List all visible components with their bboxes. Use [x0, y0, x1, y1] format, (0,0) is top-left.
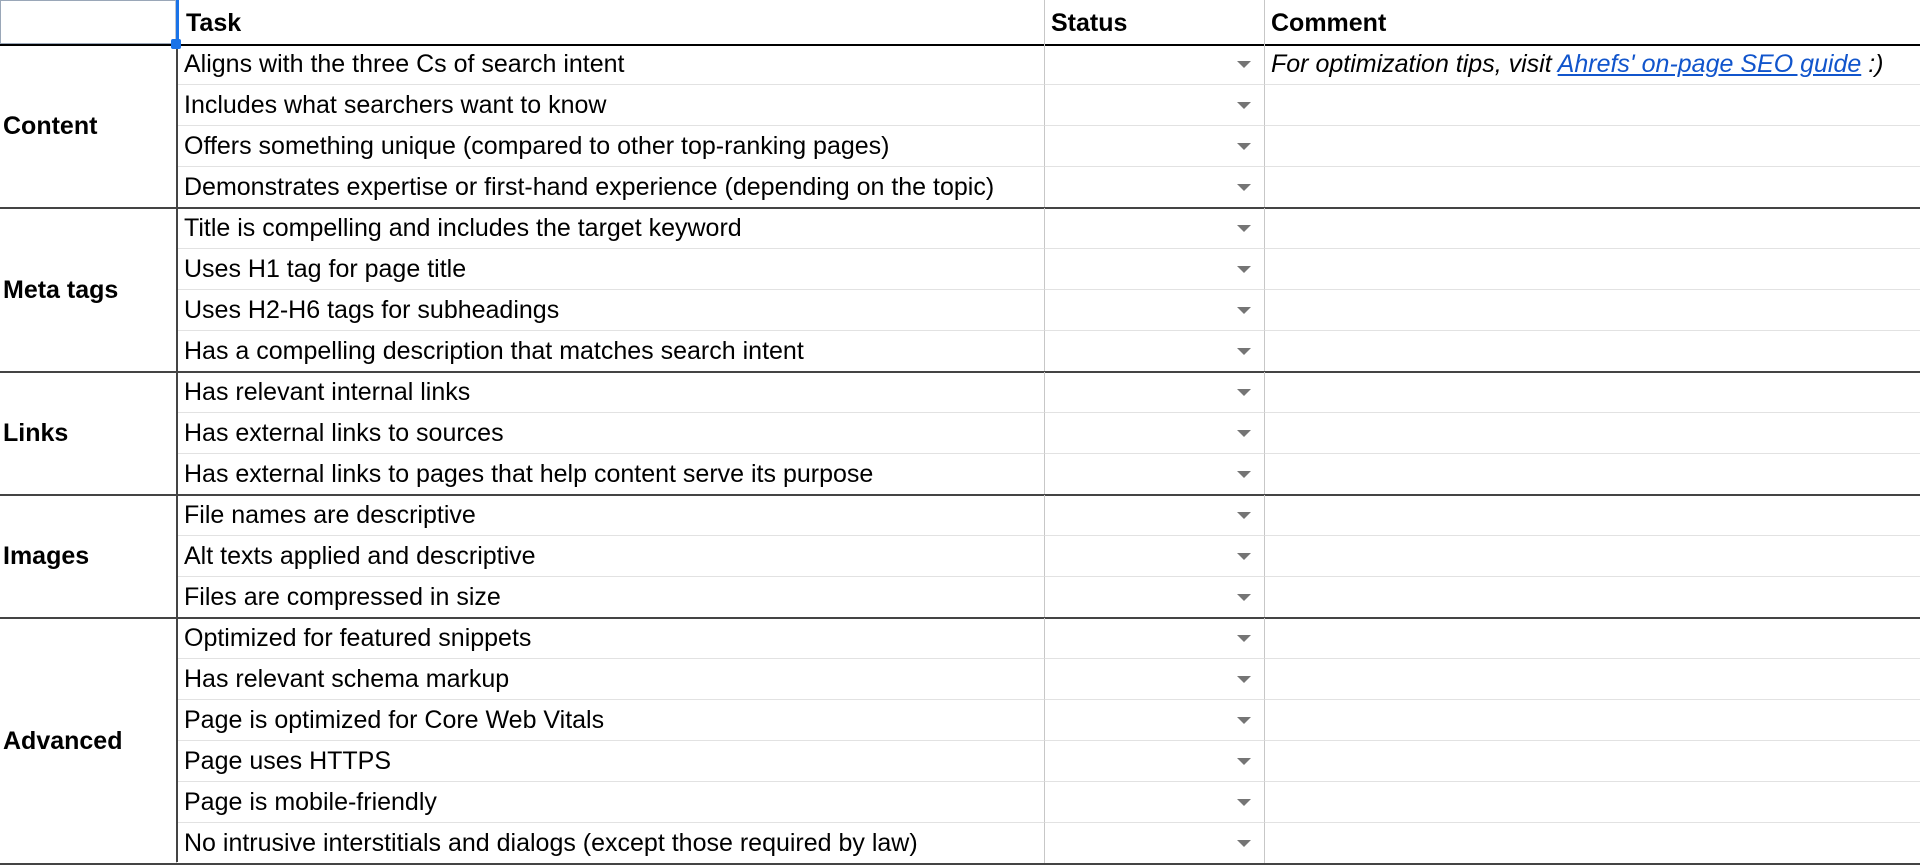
- comment-cell[interactable]: [1264, 249, 1920, 290]
- comment-cell[interactable]: [1264, 741, 1920, 782]
- category-cell[interactable]: [0, 208, 176, 372]
- table-row: [0, 44, 1920, 85]
- category-label: Advanced: [3, 726, 123, 755]
- status-dropdown[interactable]: [1044, 495, 1264, 536]
- table-row: [0, 782, 1920, 823]
- comment-cell[interactable]: [1264, 331, 1920, 372]
- status-dropdown[interactable]: [1044, 782, 1264, 823]
- chevron-down-icon[interactable]: [1237, 307, 1251, 314]
- status-dropdown[interactable]: [1044, 126, 1264, 167]
- task-cell[interactable]: Has external links to sources: [176, 413, 1044, 454]
- status-dropdown[interactable]: [1044, 331, 1264, 372]
- task-cell[interactable]: File names are descriptive: [176, 495, 1044, 536]
- chevron-down-icon[interactable]: [1237, 389, 1251, 396]
- table-row: [0, 413, 1920, 454]
- status-dropdown[interactable]: [1044, 85, 1264, 126]
- status-dropdown[interactable]: [1044, 741, 1264, 782]
- chevron-down-icon[interactable]: [1237, 512, 1251, 519]
- table-row: [0, 290, 1920, 331]
- status-dropdown[interactable]: [1044, 700, 1264, 741]
- status-dropdown[interactable]: [1044, 618, 1264, 659]
- chevron-down-icon[interactable]: [1237, 471, 1251, 478]
- comment-cell[interactable]: [1264, 413, 1920, 454]
- status-dropdown[interactable]: [1044, 290, 1264, 331]
- task-cell[interactable]: Title is compelling and includes the target keyword: [176, 208, 1044, 249]
- comment-cell[interactable]: [1264, 700, 1920, 741]
- status-dropdown[interactable]: [1044, 167, 1264, 208]
- table-row: [0, 618, 1920, 659]
- chevron-down-icon[interactable]: [1237, 143, 1251, 150]
- chevron-down-icon[interactable]: [1237, 676, 1251, 683]
- comment-cell[interactable]: [1264, 290, 1920, 331]
- task-cell[interactable]: Page is optimized for Core Web Vitals: [176, 700, 1044, 741]
- header-row: [0, 0, 1920, 46]
- task-cell[interactable]: Uses H1 tag for page title: [176, 249, 1044, 290]
- chevron-down-icon[interactable]: [1237, 553, 1251, 560]
- status-dropdown[interactable]: [1044, 823, 1264, 864]
- seo-guide-link[interactable]: Ahrefs' on-page SEO guide: [1557, 50, 1862, 78]
- comment-prefix: For optimization tips, visit: [1271, 50, 1558, 78]
- column-divider: [176, 44, 178, 862]
- chevron-down-icon[interactable]: [1237, 102, 1251, 109]
- header-status[interactable]: Status: [1044, 0, 1264, 44]
- comment-cell[interactable]: [1264, 126, 1920, 167]
- task-cell[interactable]: Demonstrates expertise or first-hand experience (depending on the topic): [176, 167, 1044, 208]
- status-dropdown[interactable]: [1044, 413, 1264, 454]
- table-row: [0, 659, 1920, 700]
- task-cell[interactable]: Has a compelling description that matches search intent: [176, 331, 1044, 372]
- category-label: Links: [3, 419, 69, 447]
- header-task[interactable]: Task: [176, 0, 1044, 44]
- table-row: [0, 700, 1920, 741]
- chevron-down-icon[interactable]: [1237, 61, 1251, 68]
- chevron-down-icon[interactable]: [1237, 717, 1251, 724]
- status-dropdown[interactable]: [1044, 454, 1264, 495]
- table-row: [0, 823, 1920, 864]
- chevron-down-icon[interactable]: [1237, 266, 1251, 273]
- status-dropdown[interactable]: [1044, 249, 1264, 290]
- status-dropdown[interactable]: [1044, 44, 1264, 85]
- chevron-down-icon[interactable]: [1237, 635, 1251, 642]
- table-row: [0, 126, 1920, 167]
- table-row: [0, 741, 1920, 782]
- chevron-down-icon[interactable]: [1237, 348, 1251, 355]
- task-cell[interactable]: Has relevant schema markup: [176, 659, 1044, 700]
- category-label: Meta tags: [3, 275, 119, 304]
- category-label: Images: [3, 542, 90, 570]
- chevron-down-icon[interactable]: [1237, 840, 1251, 847]
- task-cell[interactable]: Page uses HTTPS: [176, 741, 1044, 782]
- chevron-down-icon[interactable]: [1237, 799, 1251, 806]
- status-dropdown[interactable]: [1044, 372, 1264, 413]
- table-row: [0, 249, 1920, 290]
- table-row: [0, 577, 1920, 618]
- comment-cell[interactable]: [1264, 372, 1920, 413]
- task-cell[interactable]: Offers something unique (compared to other top-ranking pages): [176, 126, 1044, 167]
- table-row: [0, 372, 1920, 413]
- status-dropdown[interactable]: [1044, 536, 1264, 577]
- comment-cell[interactable]: [1264, 536, 1920, 577]
- chevron-down-icon[interactable]: [1237, 430, 1251, 437]
- chevron-down-icon[interactable]: [1237, 758, 1251, 765]
- table-row: [0, 331, 1920, 372]
- task-cell[interactable]: Has relevant internal links: [176, 372, 1044, 413]
- status-dropdown[interactable]: [1044, 659, 1264, 700]
- category-cell[interactable]: [0, 495, 176, 618]
- task-cell[interactable]: Optimized for featured snippets: [176, 618, 1044, 659]
- comment-cell[interactable]: [1264, 659, 1920, 700]
- comment-cell[interactable]: [1264, 44, 1920, 85]
- comment-cell[interactable]: [1264, 85, 1920, 126]
- chevron-down-icon[interactable]: [1237, 594, 1251, 601]
- task-cell[interactable]: Uses H2-H6 tags for subheadings: [176, 290, 1044, 331]
- comment-cell[interactable]: [1264, 454, 1920, 495]
- comment-cell[interactable]: [1264, 782, 1920, 823]
- task-cell[interactable]: No intrusive interstitials and dialogs (except those required by law): [176, 823, 1044, 864]
- task-cell[interactable]: Aligns with the three Cs of search intent: [176, 44, 1044, 85]
- comment-cell[interactable]: [1264, 823, 1920, 864]
- table-row: [0, 454, 1920, 495]
- table-row: [0, 495, 1920, 536]
- chevron-down-icon[interactable]: [1237, 225, 1251, 232]
- task-cell[interactable]: Alt texts applied and descriptive: [176, 536, 1044, 577]
- status-dropdown[interactable]: [1044, 577, 1264, 618]
- category-cell[interactable]: [0, 372, 176, 495]
- category-label: Content: [3, 111, 98, 140]
- table-row: [0, 536, 1920, 577]
- chevron-down-icon[interactable]: [1237, 184, 1251, 191]
- comment-suffix: :): [1861, 50, 1884, 78]
- category-cell[interactable]: [0, 44, 176, 208]
- task-cell[interactable]: Includes what searchers want to know: [176, 85, 1044, 126]
- status-dropdown[interactable]: [1044, 208, 1264, 249]
- table-row: [0, 208, 1920, 249]
- comment-cell[interactable]: [1264, 208, 1920, 249]
- task-cell[interactable]: Page is mobile-friendly: [176, 782, 1044, 823]
- comment-text: [1271, 50, 1883, 78]
- comment-cell[interactable]: [1264, 618, 1920, 659]
- category-cell[interactable]: [0, 618, 176, 864]
- task-cell[interactable]: Has external links to pages that help content serve its purpose: [176, 454, 1044, 495]
- comment-cell[interactable]: [1264, 577, 1920, 618]
- selection-handle[interactable]: [171, 39, 181, 49]
- comment-cell[interactable]: [1264, 495, 1920, 536]
- task-cell[interactable]: Files are compressed in size: [176, 577, 1044, 618]
- comment-cell[interactable]: [1264, 167, 1920, 208]
- table-row: [0, 167, 1920, 208]
- table-row: [0, 85, 1920, 126]
- header-comment[interactable]: Comment: [1264, 0, 1920, 44]
- selected-cell[interactable]: [0, 0, 176, 44]
